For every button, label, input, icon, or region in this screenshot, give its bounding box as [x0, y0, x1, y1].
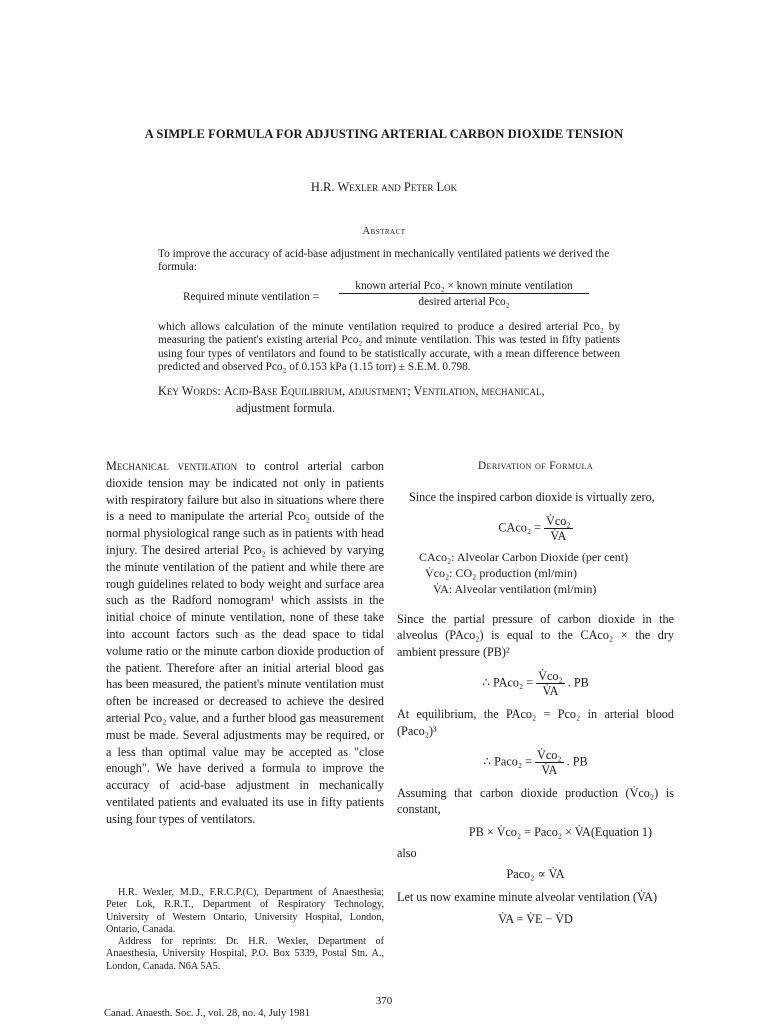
eq3-numerator: V̇co₂ — [537, 747, 562, 762]
authors — [0, 180, 768, 195]
abstract-formula — [183, 280, 603, 314]
footnote-affiliation: H.R. Wexler, M.D., F.R.C.P.(C), Department of Anaesthesia; Peter Lok, R.R.T., Department of Respiratory Technology, University of Western Ontario, University Hospital, London, Ontario, Canada. — [106, 887, 384, 935]
eq2-numerator: V̇co₂ — [538, 668, 563, 683]
definition-vco2: V̇co₂: CO₂ production (ml/min) — [425, 565, 578, 580]
journal-citation: Canad. Anaesth. Soc. J., vol. 28, no. 4, July 1981 — [104, 1008, 310, 1019]
eq3-lhs: ∴ Paco₂ = — [483, 753, 532, 768]
abstract-heading — [0, 226, 768, 237]
equation-6: V̇A = V̇E − V̇D — [498, 912, 573, 927]
abstract-heading-text: Abstract — [362, 226, 406, 237]
derivation-para-2: Since the partial pressure of carbon dioxide in the alveolus (PAco₂) is equal to the CAco₂ × the dry ambient pressure (PB)² — [397, 611, 674, 660]
keywords-line1: Acid-Base Equilibrium, adjustment; Ventilation, mechanical, — [223, 384, 545, 398]
footnote-reprints: Address for reprints: Dr. H.R. Wexler, Department of Anaesthesia, University Hospital, P.O. Box 5339, Postal Stn. A., London, Canada. N6A 5A5. — [106, 936, 384, 972]
definition-cac02: CAco₂: Alveolar Carbon Dioxide (per cent) — [419, 549, 629, 564]
formula-lhs: Required minute ventilation = — [183, 291, 319, 303]
also-text: also — [397, 845, 417, 860]
eq2-denominator: V̇A — [542, 683, 559, 698]
left-column — [106, 458, 384, 828]
eq2-rhs: . PB — [567, 675, 589, 690]
right-column — [397, 458, 674, 928]
page-number: 370 — [375, 995, 393, 1007]
eq2-fraction — [536, 669, 565, 698]
definition-va: V̇A: Alveolar ventilation (ml/min) — [433, 581, 597, 596]
formula-denominator: desired arterial Pco₂ — [418, 296, 510, 308]
authors-text: H.R. Wexler and Peter Lok — [310, 180, 458, 194]
derivation-para-3: At equilibrium, the PAco₂ = Pco₂ in arterial blood (Paco₂)³ — [397, 706, 674, 738]
intro-lead: Mechanical ventilation — [106, 459, 238, 473]
eq3-fraction — [535, 748, 564, 777]
abstract-body: which allows calculation of the minute ventilation required to produce a desired arterial Pco₂ by measuring the patient's existing arterial Pco₂ and minute ventilation. This was tested in fifty patients using four types of ventilators and found to be statistically accurate, with a mean difference between predicted and observed Pco₂ of 0.153 kPa (1.15 torr) ± S.E.M. 0.798. — [158, 321, 620, 373]
equation-1 — [397, 514, 674, 543]
equation-2 — [397, 669, 674, 698]
keywords-label: Key Words: — [158, 384, 221, 398]
formula-numerator: known arterial Pco₂ × known minute ventilation — [339, 280, 589, 294]
keywords — [158, 383, 628, 416]
eq2-lhs: ∴ PAco₂ = — [482, 675, 534, 690]
eq1-fraction — [544, 514, 573, 543]
intro-body: to control arterial carbon dioxide tension may be indicated not only in patients with respiratory failure but also in situations where there is a need to manipulate the arterial Pco₂ outside of the normal physiological range such as in patients with head injury. The desired arterial Pco₂ is achieved by varying the minute ventilation of the patient and while there are rough guidelines related to body weight and surface area such as the Radford nomogram¹ which assists in the initial choice of minute ventilation, none of these take into account factors such as the dead space to tidal volume ratio or the minute carbon dioxide production of the patient. Therefore after an initial arterial blood gas has been measured, the patient's minute ventilation must often be increased or decreased to achieve the desired arterial Pco₂ value, and a further blood gas measurement must be made. Several adjustments may be required, or a less than optimal value may be accepted as "close enough". We have derived a formula to improve the accuracy of acid-base adjustment in mechanically ventilated patients and evaluated its use in fifty patients using four types of ventilators. — [106, 459, 385, 826]
derivation-para-5: Let us now examine minute alveolar ventilation (V̇A) — [397, 889, 658, 904]
paper-title: A SIMPLE FORMULA FOR ADJUSTING ARTERIAL CARBON DIOXIDE TENSION — [144, 127, 624, 141]
section-heading — [397, 458, 674, 475]
eq3-denominator: V̇A — [541, 762, 558, 777]
eq1-denominator: V̇A — [550, 528, 567, 543]
eq3-rhs: . PB — [566, 753, 588, 768]
formula-fraction — [339, 280, 589, 308]
eq1-lhs: CAco₂ = — [498, 519, 541, 534]
section-heading-text: Derivation of Formula — [477, 460, 593, 472]
derivation-para-4: Assuming that carbon dioxide production (V̇co₂) is constant, — [397, 785, 674, 817]
equation-4: PB × V̇co₂ = Paco₂ × V̇A(Equation 1) — [468, 825, 653, 840]
abstract-intro: To improve the accuracy of acid-base adjustment in mechanically ventilated patients we derived the formula: — [158, 248, 610, 274]
definitions — [397, 549, 674, 597]
eq1-numerator: V̇co₂ — [546, 513, 571, 528]
footnote — [106, 887, 384, 973]
derivation-para-1: Since the inspired carbon dioxide is virtually zero, — [409, 489, 655, 504]
keywords-line2: adjustment formula. — [236, 400, 336, 415]
equation-5: Paco₂ ∝ V̇A — [506, 866, 565, 881]
equation-3 — [397, 748, 674, 777]
